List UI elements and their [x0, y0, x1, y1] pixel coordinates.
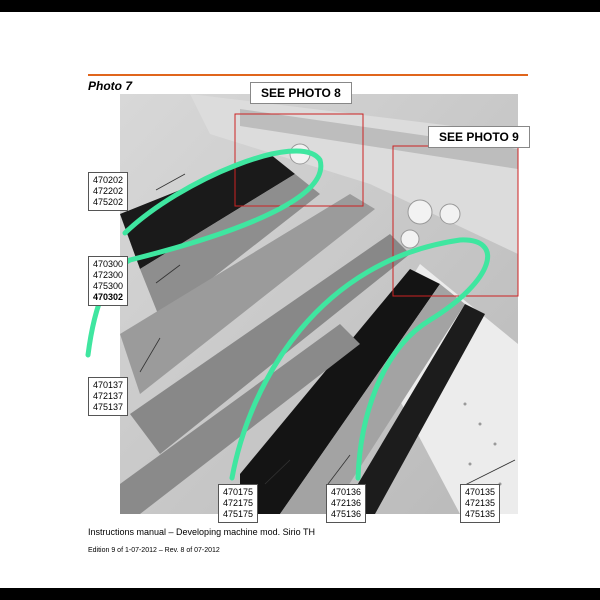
gear-icon	[290, 144, 310, 164]
callout-bottom-right	[460, 484, 500, 523]
gear-icon	[440, 204, 460, 224]
callout-bottom-middle	[326, 484, 366, 523]
gear-icon	[401, 230, 419, 248]
part-number: 470137	[93, 380, 124, 390]
machine-photo	[120, 94, 518, 514]
callout-rollers-lower	[88, 377, 128, 416]
part-number: 472300	[93, 270, 124, 280]
part-number: 472135	[465, 498, 496, 508]
footer-title: Instructions manual – Developing machine mod. Sirio TH	[88, 527, 315, 537]
part-number: 475135	[465, 509, 496, 519]
part-number: 472202	[93, 186, 124, 196]
bottom-border	[0, 588, 600, 600]
callout-bottom-left	[218, 484, 258, 523]
callout-rollers-upper	[88, 172, 128, 211]
gear-icon	[408, 200, 432, 224]
part-number: 472136	[331, 498, 362, 508]
part-number: 475137	[93, 402, 124, 412]
part-number: 475175	[223, 509, 254, 519]
part-number: 470175	[223, 487, 254, 497]
see-photo-8-label: SEE PHOTO 8	[250, 82, 352, 104]
part-number: 470136	[331, 487, 362, 497]
part-number: 472175	[223, 498, 254, 508]
part-number: 470202	[93, 175, 124, 185]
machine-photo-illustration	[120, 94, 518, 514]
part-number: 475300	[93, 281, 124, 291]
top-border	[0, 0, 600, 12]
part-number: 470135	[465, 487, 496, 497]
photo-title: Photo 7	[88, 79, 132, 93]
see-photo-9-label: SEE PHOTO 9	[428, 126, 530, 148]
part-number: 470302	[93, 292, 124, 302]
part-number: 475136	[331, 509, 362, 519]
footer-edition: Edition 9 of 1-07-2012 – Rev. 8 of 07-2012	[88, 547, 220, 554]
part-number: 472137	[93, 391, 124, 401]
header-rule	[88, 74, 528, 76]
part-number: 470300	[93, 259, 124, 269]
part-number: 475202	[93, 197, 124, 207]
callout-rollers-middle	[88, 256, 128, 306]
